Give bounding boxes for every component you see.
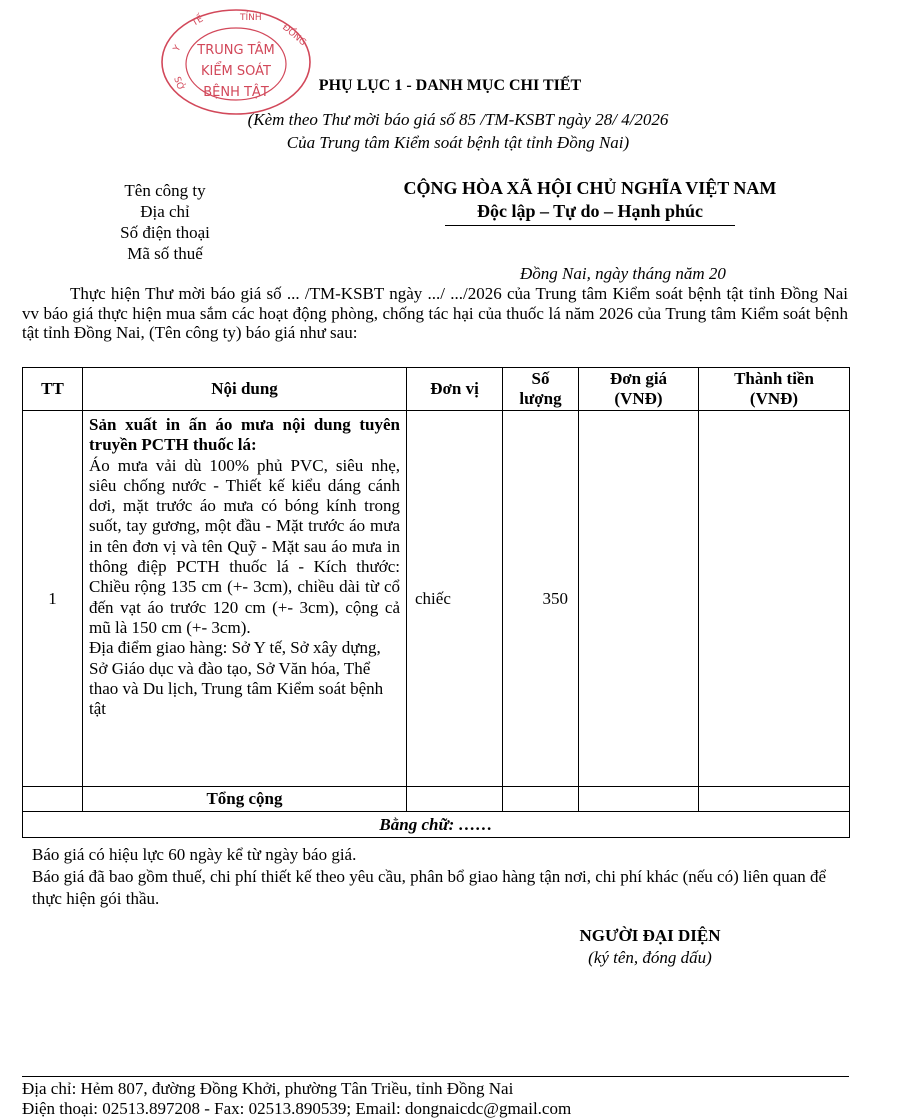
intro-paragraph (22, 284, 848, 343)
company-tax-label: Mã số thuế (127, 244, 203, 263)
header-total (699, 368, 850, 411)
company-phone-label: Số điện thoại (120, 223, 210, 242)
signature-block (530, 925, 770, 969)
row-total (699, 411, 850, 787)
row-tt: 1 (23, 411, 83, 787)
national-motto: Độc lập – Tự do – Hạnh phúc (476, 201, 704, 221)
footer-address: Địa chỉ: Hẻm 807, đường Đồng Khởi, phường Tân Triều, tỉnh Đồng Nai (22, 1079, 514, 1098)
footer-contact: Điện thoại: 02513.897208 - Fax: 02513.890539; Email: dongnaicdc@gmail.com (22, 1098, 572, 1118)
row-delivery: Địa điểm giao hàng: Sở Y tế, Sở xây dựng, Sở Giáo dục và đào tạo, Sở Văn hóa, Thể thao và Du lịch, Trung tâm Kiểm soát bệnh tật (89, 638, 384, 719)
in-words-row (23, 812, 850, 838)
header-total-line2: (VNĐ) (749, 389, 799, 408)
validity-note: Báo giá có hiệu lực 60 ngày kể từ ngày báo giá. (32, 845, 357, 864)
inclusive-note: Báo giá đã bao gồm thuế, chi phí thiết kế theo yêu cầu, phân bổ giao hàng tận nơi, chi phí khác (nếu có) liên quan để thực hiện gói thầu. (32, 867, 827, 908)
header-qty-line1: Số (531, 369, 550, 388)
attached-reference: (Kèm theo Thư mời báo giá số 85 /TM-KSBT ngày 28/ 4/2026 (247, 110, 669, 129)
in-words: Bằng chữ: …… (23, 812, 850, 838)
official-seal (160, 8, 312, 116)
signature-note: (ký tên, đóng dấu) (588, 948, 712, 967)
header-price-line1: Đơn giá (609, 369, 668, 388)
total-row (23, 787, 850, 812)
header-qty-line2: lượng (519, 389, 562, 408)
svg-text:TẾ: TẾ (190, 14, 206, 29)
svg-text:Y: Y (171, 43, 184, 54)
national-title: CỘNG HÒA XÃ HỘI CHỦ NGHĨA VIỆT NAM (403, 178, 777, 198)
footer-divider (22, 1076, 849, 1077)
company-info (60, 180, 270, 264)
header-price-line2: (VNĐ) (614, 389, 663, 408)
notes (32, 844, 852, 910)
seal-line-2: KIỂM SOÁT (200, 64, 272, 79)
footer (22, 1079, 892, 1118)
row-qty: 350 (503, 411, 579, 787)
header-total-line1: Thành tiền (734, 369, 814, 388)
header-unit: Đơn vị (407, 368, 503, 411)
intro-text: Thực hiện Thư mời báo giá số ... /TM-KSBT ngày .../ .../2026 của Trung tâm Kiểm soát bệnh tật tỉnh Đồng Nai vv báo giá thực hiện mua sắm các hoạt động phòng, chống tác hại của thuốc lá năm 2026 của Trung tâm Kiểm soát bệnh tật tỉnh Đồng Nai, (Tên công ty) báo giá như sau: (22, 284, 848, 342)
row-title: Sản xuất in ấn áo mưa nội dung tuyên truyền PCTH thuốc lá: (89, 415, 400, 455)
table-header-row (23, 368, 850, 411)
header-content: Nội dung (83, 368, 407, 411)
document-title: PHỤ LỤC 1 - DANH MỤC CHI TIẾT (318, 77, 582, 94)
row-description: Áo mưa vải dù 100% phủ PVC, siêu nhẹ, siêu chống nước - Thiết kế kiểu dáng cánh dơi, mặt trước áo mưa có bóng kính trong suốt, tay gương, một đầu - Mặt trước áo mưa in tên đơn vị và tên Quỹ - Mặt sau áo mưa in thông điệp PCTH thuốc lá - Kích thước: Chiều rộng 135 cm (+- 3cm), chiều dài từ cổ đến vạt áo trước 120 cm (+- 3cm), cộng cả mũ là 150 cm (+- 3cm). (89, 455, 400, 637)
company-name-label: Tên công ty (124, 181, 206, 200)
svg-text:SỞ: SỞ (171, 75, 186, 93)
total-label: Tổng cộng (83, 787, 407, 812)
svg-text:ĐỒNG: ĐỒNG (280, 22, 308, 49)
header-tt: TT (23, 368, 83, 411)
company-address-label: Địa chỉ (140, 202, 190, 221)
seal-line-3: BỆNH TẬT (203, 85, 269, 100)
date-line: Đồng Nai, ngày tháng năm 20 (520, 264, 726, 283)
row-price (579, 411, 699, 787)
motto-underline (445, 225, 735, 226)
row-unit: chiếc (407, 411, 503, 787)
header-qty (503, 368, 579, 411)
header-price (579, 368, 699, 411)
signature-title: NGƯỜI ĐẠI DIỆN (579, 926, 721, 945)
table-row (23, 411, 850, 787)
seal-line-1: TRUNG TÂM (197, 43, 275, 58)
row-content (83, 411, 407, 787)
issuer-reference: Của Trung tâm Kiểm soát bệnh tật tỉnh Đồng Nai) (286, 133, 630, 152)
quotation-table (22, 367, 850, 838)
svg-text:TỈNH: TỈNH (240, 13, 262, 23)
